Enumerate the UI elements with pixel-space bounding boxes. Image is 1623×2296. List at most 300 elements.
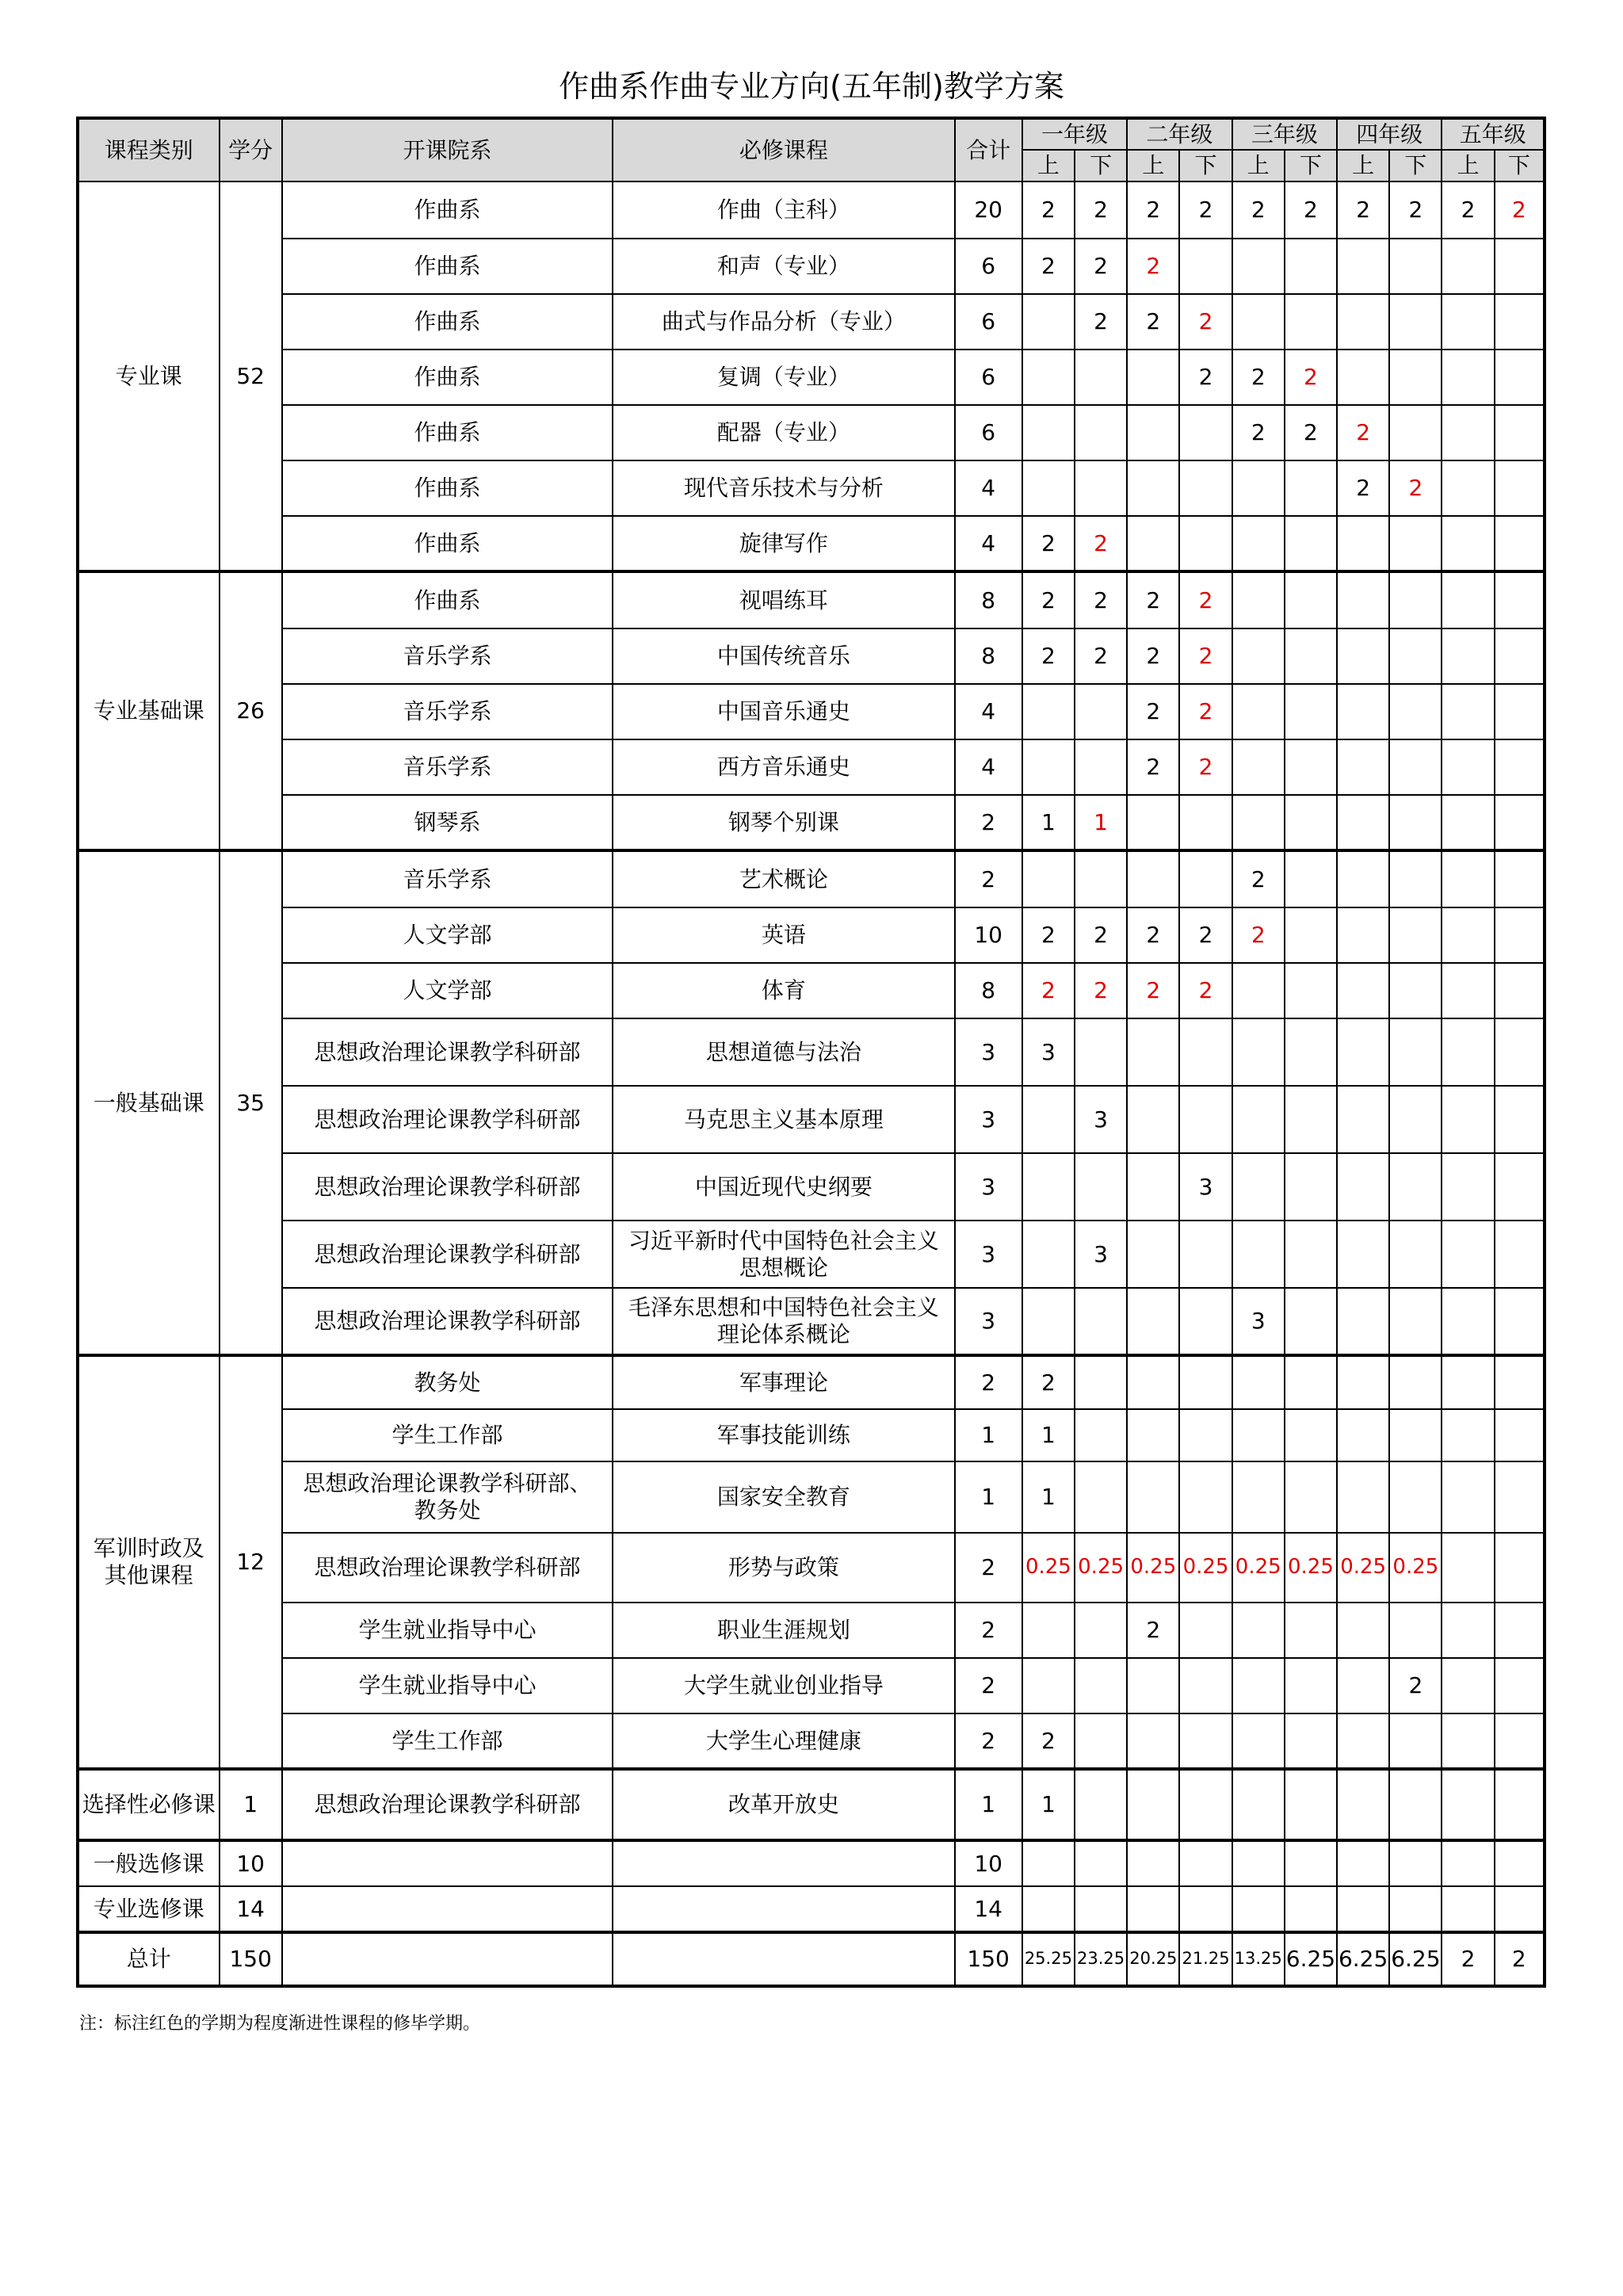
- term-cell: [1075, 1409, 1127, 1461]
- term-cell: [1232, 1461, 1285, 1533]
- total-cell: 3: [955, 1086, 1022, 1153]
- term-cell: [1232, 1153, 1285, 1221]
- table-row: [78, 850, 1545, 907]
- term-cell: [1127, 1769, 1179, 1840]
- term-cell: [1179, 1769, 1232, 1840]
- department-cell: 作曲系: [282, 516, 613, 571]
- term-cell: 2: [1179, 571, 1232, 628]
- term-cell: [1285, 795, 1337, 850]
- term-cell: 0.25: [1285, 1533, 1337, 1603]
- term-cell: [1442, 1769, 1494, 1840]
- term-cell: [1495, 850, 1545, 907]
- term-cell: [1389, 684, 1442, 739]
- term-cell: [1389, 516, 1442, 571]
- total-cell: 8: [955, 571, 1022, 628]
- term-cell: [1389, 1221, 1442, 1288]
- table-row: [78, 460, 1545, 516]
- term-cell: [1495, 628, 1545, 684]
- course-cell: 艺术概论: [613, 850, 954, 907]
- course-cell: 思想道德与法治: [613, 1018, 954, 1086]
- term-cell: 1: [1022, 1461, 1075, 1533]
- term-cell: 2: [1075, 571, 1127, 628]
- term-cell: [1495, 739, 1545, 795]
- term-cell: [1127, 1355, 1179, 1409]
- term-cell: [1389, 1355, 1442, 1409]
- total-cell: 4: [955, 739, 1022, 795]
- header-term-down: 下: [1389, 150, 1442, 181]
- term-cell: [1442, 1840, 1494, 1886]
- table-row: [78, 1355, 1545, 1409]
- department-cell: 音乐学系: [282, 684, 613, 739]
- term-cell: [1389, 294, 1442, 350]
- term-cell: [1337, 294, 1389, 350]
- term-cell: [1022, 1221, 1075, 1288]
- total-cell: 1: [955, 1769, 1022, 1840]
- department-cell: 思想政治理论课教学科研部、教务处: [282, 1461, 613, 1533]
- department-cell: [282, 1840, 613, 1886]
- term-total-cell: 6.25: [1337, 1932, 1389, 1986]
- term-cell: [1442, 907, 1494, 963]
- term-total-cell: 21.25: [1179, 1932, 1232, 1986]
- term-cell: [1232, 1603, 1285, 1658]
- term-cell: [1495, 1658, 1545, 1713]
- term-cell: [1285, 571, 1337, 628]
- term-cell: [1495, 684, 1545, 739]
- term-cell: [1285, 294, 1337, 350]
- department-cell: 学生就业指导中心: [282, 1658, 613, 1713]
- term-cell: 2: [1337, 460, 1389, 516]
- header-term-down: 下: [1179, 150, 1232, 181]
- term-cell: [1389, 1461, 1442, 1533]
- term-cell: [1337, 850, 1389, 907]
- total-cell: 2: [955, 1603, 1022, 1658]
- term-cell: [1285, 239, 1337, 294]
- term-cell: [1285, 850, 1337, 907]
- term-cell: [1179, 795, 1232, 850]
- header-category: 课程类别: [78, 118, 220, 181]
- header-term-up: 上: [1337, 150, 1389, 181]
- term-cell: [1127, 795, 1179, 850]
- term-total-cell: 6.25: [1389, 1932, 1442, 1986]
- course-cell: [613, 1932, 954, 1986]
- term-cell: [1389, 350, 1442, 405]
- header-year-2: 二年级: [1127, 118, 1232, 150]
- term-cell: [1179, 460, 1232, 516]
- table-row: [78, 405, 1545, 460]
- credits-cell: 52: [220, 181, 282, 571]
- term-cell: [1285, 739, 1337, 795]
- department-cell: 教务处: [282, 1355, 613, 1409]
- term-cell: [1442, 239, 1494, 294]
- term-cell: 2: [1179, 294, 1232, 350]
- table-row: [78, 1086, 1545, 1153]
- term-cell: [1337, 795, 1389, 850]
- term-cell: [1127, 350, 1179, 405]
- term-cell: [1442, 405, 1494, 460]
- total-cell: 3: [955, 1153, 1022, 1221]
- term-cell: [1495, 1769, 1545, 1840]
- table-row: [78, 571, 1545, 628]
- term-cell: [1389, 850, 1442, 907]
- table-row: [78, 181, 1545, 239]
- term-cell: 2: [1495, 181, 1545, 239]
- department-cell: 思想政治理论课教学科研部: [282, 1288, 613, 1355]
- term-cell: [1389, 1713, 1442, 1769]
- term-cell: [1179, 516, 1232, 571]
- term-cell: [1232, 795, 1285, 850]
- term-cell: 2: [1232, 907, 1285, 963]
- course-cell: 体育: [613, 963, 954, 1018]
- term-total-cell: 2: [1442, 1932, 1494, 1986]
- term-cell: [1495, 1086, 1545, 1153]
- page-title: 作曲系作曲专业方向(五年制)教学方案: [559, 69, 1064, 104]
- category-cell: 专业选修课: [78, 1886, 220, 1932]
- course-cell: 职业生涯规划: [613, 1603, 954, 1658]
- header-credits: 学分: [220, 118, 282, 181]
- term-cell: [1495, 350, 1545, 405]
- term-cell: [1285, 628, 1337, 684]
- term-cell: [1442, 1355, 1494, 1409]
- course-cell: 大学生就业创业指导: [613, 1658, 954, 1713]
- term-cell: 2: [1022, 181, 1075, 239]
- total-cell: 1: [955, 1409, 1022, 1461]
- term-cell: [1075, 1658, 1127, 1713]
- term-cell: [1232, 1086, 1285, 1153]
- term-cell: [1022, 405, 1075, 460]
- term-cell: [1022, 1288, 1075, 1355]
- term-cell: [1127, 1221, 1179, 1288]
- term-cell: 2: [1022, 1355, 1075, 1409]
- department-cell: 音乐学系: [282, 739, 613, 795]
- department-cell: 思想政治理论课教学科研部: [282, 1769, 613, 1840]
- term-cell: 2: [1232, 405, 1285, 460]
- department-cell: 学生就业指导中心: [282, 1603, 613, 1658]
- term-total-cell: 13.25: [1232, 1932, 1285, 1986]
- total-cell: 8: [955, 628, 1022, 684]
- term-cell: 3: [1022, 1018, 1075, 1086]
- table-row: [78, 1461, 1545, 1533]
- credits-cell: 1: [220, 1769, 282, 1840]
- term-cell: [1232, 1886, 1285, 1932]
- term-cell: [1389, 1886, 1442, 1932]
- table-row: [78, 628, 1545, 684]
- total-cell: 2: [955, 1713, 1022, 1769]
- term-cell: [1232, 1018, 1285, 1086]
- term-cell: [1022, 1603, 1075, 1658]
- term-cell: [1022, 1840, 1075, 1886]
- department-cell: 钢琴系: [282, 795, 613, 850]
- term-cell: 1: [1022, 1769, 1075, 1840]
- term-cell: [1442, 1086, 1494, 1153]
- term-cell: [1337, 239, 1389, 294]
- term-cell: [1337, 1086, 1389, 1153]
- course-cell: 西方音乐通史: [613, 739, 954, 795]
- term-cell: 2: [1179, 684, 1232, 739]
- total-cell: 6: [955, 294, 1022, 350]
- term-cell: [1075, 684, 1127, 739]
- term-cell: [1442, 1461, 1494, 1533]
- term-cell: [1337, 571, 1389, 628]
- total-cell: 4: [955, 684, 1022, 739]
- course-cell: 曲式与作品分析（专业）: [613, 294, 954, 350]
- department-cell: 人文学部: [282, 907, 613, 963]
- department-cell: [282, 1932, 613, 1986]
- term-cell: [1022, 684, 1075, 739]
- course-cell: 中国音乐通史: [613, 684, 954, 739]
- term-cell: 1: [1075, 795, 1127, 850]
- term-cell: [1127, 405, 1179, 460]
- term-cell: [1232, 1840, 1285, 1886]
- department-cell: 作曲系: [282, 460, 613, 516]
- term-cell: 2: [1337, 405, 1389, 460]
- term-cell: 2: [1075, 239, 1127, 294]
- term-cell: [1337, 1409, 1389, 1461]
- term-cell: [1285, 1018, 1337, 1086]
- term-cell: [1285, 1221, 1337, 1288]
- course-cell: 改革开放史: [613, 1769, 954, 1840]
- term-cell: [1285, 1409, 1337, 1461]
- header-year-3: 三年级: [1232, 118, 1337, 150]
- term-cell: [1389, 795, 1442, 850]
- term-cell: [1495, 1533, 1545, 1603]
- term-cell: [1127, 1461, 1179, 1533]
- term-cell: 2: [1389, 1658, 1442, 1713]
- term-cell: [1389, 405, 1442, 460]
- term-cell: [1442, 294, 1494, 350]
- department-cell: 学生工作部: [282, 1409, 613, 1461]
- term-cell: [1337, 1355, 1389, 1409]
- term-cell: [1442, 1288, 1494, 1355]
- department-cell: 思想政治理论课教学科研部: [282, 1018, 613, 1086]
- course-cell: 和声（专业）: [613, 239, 954, 294]
- term-cell: [1075, 1461, 1127, 1533]
- term-cell: 2: [1022, 516, 1075, 571]
- term-cell: 2: [1127, 963, 1179, 1018]
- term-cell: [1389, 1018, 1442, 1086]
- term-cell: 2: [1389, 181, 1442, 239]
- total-cell: 20: [955, 181, 1022, 239]
- term-cell: [1442, 1658, 1494, 1713]
- term-cell: [1179, 1221, 1232, 1288]
- term-cell: [1285, 1713, 1337, 1769]
- course-cell: 军事技能训练: [613, 1409, 954, 1461]
- credits-cell: 26: [220, 571, 282, 850]
- term-cell: 2: [1442, 181, 1494, 239]
- term-cell: 2: [1232, 350, 1285, 405]
- term-cell: 1: [1022, 795, 1075, 850]
- table-row: [78, 516, 1545, 571]
- term-cell: [1285, 1603, 1337, 1658]
- term-cell: [1389, 628, 1442, 684]
- term-cell: [1022, 1153, 1075, 1221]
- term-cell: [1337, 1288, 1389, 1355]
- term-cell: [1389, 1769, 1442, 1840]
- term-cell: 0.25: [1337, 1533, 1389, 1603]
- term-cell: [1232, 294, 1285, 350]
- term-cell: [1232, 1713, 1285, 1769]
- term-cell: [1337, 907, 1389, 963]
- term-cell: 2: [1127, 1603, 1179, 1658]
- table-row: [78, 963, 1545, 1018]
- term-cell: 2: [1285, 350, 1337, 405]
- elective-row: [78, 1840, 1545, 1886]
- term-cell: 3: [1179, 1153, 1232, 1221]
- term-cell: [1075, 1153, 1127, 1221]
- term-cell: 2: [1179, 181, 1232, 239]
- term-total-cell: 6.25: [1285, 1932, 1337, 1986]
- term-cell: 2: [1232, 181, 1285, 239]
- term-cell: [1495, 1603, 1545, 1658]
- department-cell: [282, 1886, 613, 1932]
- term-cell: [1075, 1355, 1127, 1409]
- term-cell: [1075, 850, 1127, 907]
- term-cell: [1337, 1153, 1389, 1221]
- course-cell: 形势与政策: [613, 1533, 954, 1603]
- header-term-down: 下: [1285, 150, 1337, 181]
- term-cell: [1442, 1221, 1494, 1288]
- total-cell: 150: [955, 1932, 1022, 1986]
- course-cell: 复调（专业）: [613, 350, 954, 405]
- table-row: [78, 795, 1545, 850]
- term-cell: 2: [1127, 739, 1179, 795]
- total-cell: 10: [955, 1840, 1022, 1886]
- term-cell: [1442, 516, 1494, 571]
- term-cell: [1389, 1086, 1442, 1153]
- term-cell: [1337, 963, 1389, 1018]
- term-cell: 2: [1022, 628, 1075, 684]
- credits-cell: 150: [220, 1932, 282, 1986]
- term-cell: [1022, 1658, 1075, 1713]
- term-cell: [1179, 850, 1232, 907]
- course-cell: 钢琴个别课: [613, 795, 954, 850]
- term-cell: [1022, 1886, 1075, 1932]
- course-cell: 现代音乐技术与分析: [613, 460, 954, 516]
- term-cell: [1442, 1018, 1494, 1086]
- term-cell: [1022, 850, 1075, 907]
- total-cell: 6: [955, 405, 1022, 460]
- table-row: [78, 294, 1545, 350]
- total-cell: 3: [955, 1288, 1022, 1355]
- term-cell: [1337, 1603, 1389, 1658]
- term-cell: [1232, 963, 1285, 1018]
- term-cell: [1285, 1658, 1337, 1713]
- table-row: [78, 739, 1545, 795]
- term-cell: [1442, 1713, 1494, 1769]
- table-row: [78, 1769, 1545, 1840]
- term-cell: [1075, 1018, 1127, 1086]
- department-cell: 作曲系: [282, 181, 613, 239]
- term-cell: [1337, 1713, 1389, 1769]
- term-cell: [1337, 516, 1389, 571]
- term-cell: [1389, 239, 1442, 294]
- term-cell: [1442, 684, 1494, 739]
- term-cell: 2: [1179, 628, 1232, 684]
- term-cell: 2: [1285, 405, 1337, 460]
- term-cell: 3: [1232, 1288, 1285, 1355]
- term-cell: 2: [1179, 739, 1232, 795]
- term-cell: [1179, 1603, 1232, 1658]
- term-cell: [1442, 1886, 1494, 1932]
- term-cell: 2: [1022, 571, 1075, 628]
- table-row: [78, 1603, 1545, 1658]
- course-cell: [613, 1886, 954, 1932]
- term-cell: 3: [1075, 1086, 1127, 1153]
- term-cell: [1495, 1018, 1545, 1086]
- term-cell: [1179, 1886, 1232, 1932]
- term-cell: [1075, 1769, 1127, 1840]
- term-cell: 2: [1232, 850, 1285, 907]
- term-cell: [1127, 1840, 1179, 1886]
- elective-row: [78, 1886, 1545, 1932]
- term-cell: [1285, 516, 1337, 571]
- term-cell: [1337, 1658, 1389, 1713]
- term-cell: 2: [1179, 963, 1232, 1018]
- term-cell: [1232, 628, 1285, 684]
- term-cell: [1495, 294, 1545, 350]
- term-cell: 2: [1022, 1713, 1075, 1769]
- term-cell: 0.25: [1127, 1533, 1179, 1603]
- course-cell: 中国传统音乐: [613, 628, 954, 684]
- curriculum-table: [76, 117, 1546, 1988]
- department-cell: 人文学部: [282, 963, 613, 1018]
- term-cell: [1285, 1355, 1337, 1409]
- term-cell: [1495, 963, 1545, 1018]
- department-cell: 音乐学系: [282, 628, 613, 684]
- term-cell: [1179, 1840, 1232, 1886]
- term-cell: [1127, 1409, 1179, 1461]
- term-cell: [1179, 1288, 1232, 1355]
- total-cell: 4: [955, 516, 1022, 571]
- term-cell: [1179, 1461, 1232, 1533]
- term-cell: [1337, 350, 1389, 405]
- term-cell: [1442, 963, 1494, 1018]
- term-cell: [1337, 1221, 1389, 1288]
- term-cell: [1285, 963, 1337, 1018]
- term-total-cell: 23.25: [1075, 1932, 1127, 1986]
- term-cell: 0.25: [1075, 1533, 1127, 1603]
- term-cell: 2: [1127, 907, 1179, 963]
- term-cell: [1285, 684, 1337, 739]
- header-term-down: 下: [1495, 150, 1545, 181]
- term-cell: [1389, 571, 1442, 628]
- term-cell: [1022, 460, 1075, 516]
- term-cell: [1022, 350, 1075, 405]
- term-cell: [1495, 1713, 1545, 1769]
- term-cell: 2: [1075, 907, 1127, 963]
- credits-cell: 10: [220, 1840, 282, 1886]
- term-cell: [1495, 1461, 1545, 1533]
- term-total-cell: 20.25: [1127, 1932, 1179, 1986]
- term-cell: 2: [1075, 294, 1127, 350]
- credits-cell: 12: [220, 1355, 282, 1769]
- term-cell: [1127, 1658, 1179, 1713]
- course-cell: 作曲（主科）: [613, 181, 954, 239]
- term-cell: [1495, 907, 1545, 963]
- department-cell: 作曲系: [282, 294, 613, 350]
- header-term-up: 上: [1232, 150, 1285, 181]
- term-cell: [1232, 516, 1285, 571]
- term-cell: [1022, 1086, 1075, 1153]
- term-cell: [1495, 1886, 1545, 1932]
- category-cell: 一般基础课: [78, 850, 220, 1355]
- term-cell: [1232, 1221, 1285, 1288]
- category-cell: 总计: [78, 1932, 220, 1986]
- term-cell: [1285, 1886, 1337, 1932]
- term-cell: [1442, 1153, 1494, 1221]
- table-row: [78, 350, 1545, 405]
- course-cell: 毛泽东思想和中国特色社会主义理论体系概论: [613, 1288, 954, 1355]
- department-cell: 思想政治理论课教学科研部: [282, 1153, 613, 1221]
